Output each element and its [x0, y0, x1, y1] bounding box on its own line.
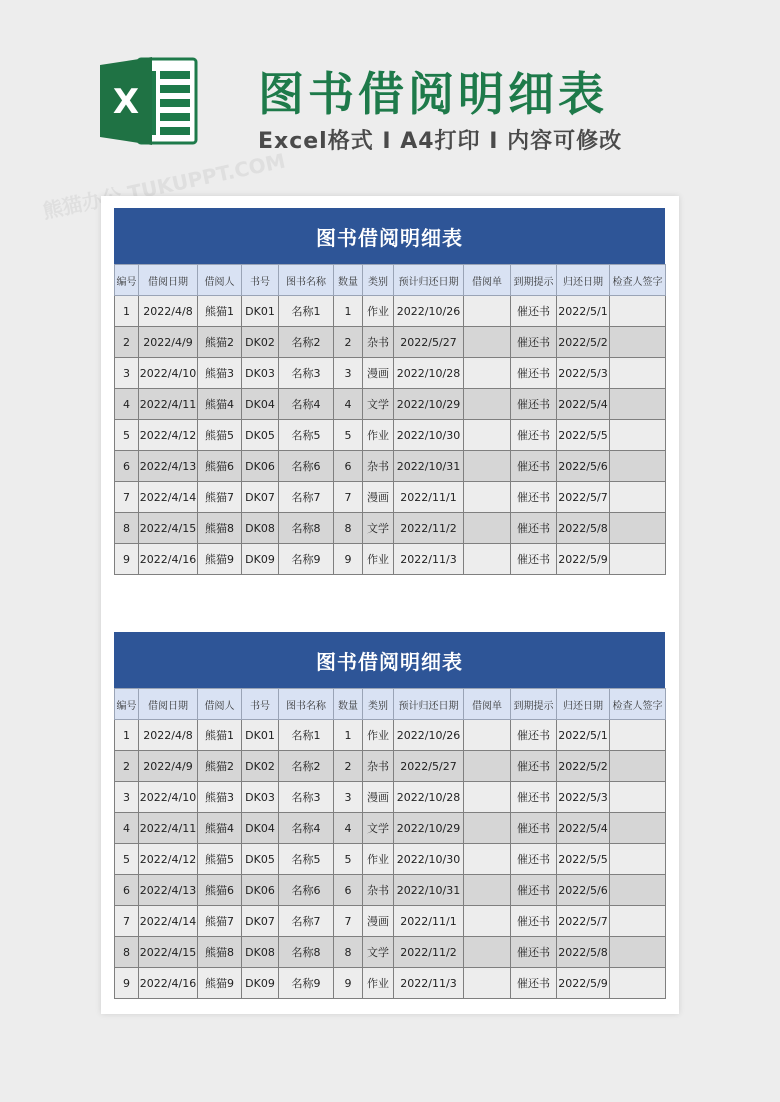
table-cell[interactable]: 2022/11/2 [394, 513, 464, 544]
table-cell[interactable] [610, 844, 666, 875]
table-cell[interactable] [464, 875, 511, 906]
table-cell[interactable]: 9 [115, 968, 139, 999]
table-cell[interactable]: 名称3 [279, 782, 334, 813]
borrow-detail-table [114, 688, 666, 999]
table-cell[interactable] [464, 782, 511, 813]
table-row [115, 844, 666, 875]
table-cell[interactable]: 催还书 [511, 968, 557, 999]
table-cell[interactable] [464, 451, 511, 482]
table-cell[interactable]: 漫画 [363, 782, 394, 813]
column-header: 数量 [334, 689, 363, 720]
column-header: 编号 [115, 689, 139, 720]
table-cell[interactable] [610, 327, 666, 358]
table-cell[interactable]: DK03 [242, 782, 279, 813]
table-cell[interactable]: 2022/5/3 [557, 782, 610, 813]
table-cell[interactable]: 催还书 [511, 544, 557, 575]
column-header: 到期提示 [511, 689, 557, 720]
table-cell[interactable] [610, 482, 666, 513]
table-cell[interactable]: 2022/10/29 [394, 813, 464, 844]
table-cell[interactable]: 2022/5/6 [557, 875, 610, 906]
table-cell[interactable] [464, 968, 511, 999]
table-cell[interactable] [464, 544, 511, 575]
table-cell[interactable]: 作业 [363, 720, 394, 751]
table-cell[interactable]: 文学 [363, 389, 394, 420]
table-cell[interactable]: 熊猫6 [198, 451, 242, 482]
table-cell[interactable] [610, 513, 666, 544]
table-cell[interactable] [464, 482, 511, 513]
table-row [115, 720, 666, 751]
table-cell[interactable] [610, 875, 666, 906]
table-cell[interactable]: 熊猫1 [198, 720, 242, 751]
table-cell[interactable]: DK08 [242, 513, 279, 544]
table-cell[interactable]: 1 [334, 720, 363, 751]
table-cell[interactable]: 1 [115, 720, 139, 751]
table-cell[interactable]: DK06 [242, 451, 279, 482]
table-cell[interactable]: 名称7 [279, 482, 334, 513]
table-cell[interactable]: 2022/5/27 [394, 751, 464, 782]
column-header: 归还日期 [557, 689, 610, 720]
table-cell[interactable]: 杂书 [363, 327, 394, 358]
svg-text:X: X [112, 82, 140, 122]
table-cell[interactable]: 2 [334, 751, 363, 782]
table-cell[interactable]: 3 [115, 782, 139, 813]
table-cell[interactable]: 2022/11/3 [394, 968, 464, 999]
table-cell[interactable]: DK08 [242, 937, 279, 968]
table-cell[interactable]: DK03 [242, 358, 279, 389]
table-cell[interactable]: 1 [334, 296, 363, 327]
table-row [115, 968, 666, 999]
table-cell[interactable]: 名称4 [279, 389, 334, 420]
table-cell[interactable]: 漫画 [363, 358, 394, 389]
table-cell[interactable]: 名称3 [279, 358, 334, 389]
table-cell[interactable]: 催还书 [511, 389, 557, 420]
table-cell[interactable] [610, 544, 666, 575]
table-cell[interactable] [610, 906, 666, 937]
table-cell[interactable]: 名称2 [279, 751, 334, 782]
table-cell[interactable]: 杂书 [363, 875, 394, 906]
table-row [115, 751, 666, 782]
table-cell[interactable]: 催还书 [511, 327, 557, 358]
table-cell[interactable]: 催还书 [511, 420, 557, 451]
table-cell[interactable] [610, 420, 666, 451]
table-cell[interactable]: 熊猫9 [198, 968, 242, 999]
table-cell[interactable]: 熊猫2 [198, 327, 242, 358]
table-cell[interactable]: 9 [115, 544, 139, 575]
table-cell[interactable]: 2022/4/11 [139, 389, 198, 420]
page-title: 图书借阅明细表 [258, 67, 608, 121]
table-cell[interactable]: 6 [115, 875, 139, 906]
table-cell[interactable]: 催还书 [511, 782, 557, 813]
table-cell[interactable]: 2022/4/10 [139, 358, 198, 389]
table-cell[interactable]: 催还书 [511, 296, 557, 327]
table-cell[interactable]: 2022/5/4 [557, 813, 610, 844]
column-header: 预计归还日期 [394, 689, 464, 720]
column-header: 类别 [363, 265, 394, 296]
table-cell[interactable]: 2022/11/1 [394, 906, 464, 937]
table-cell[interactable]: 2022/4/16 [139, 544, 198, 575]
column-header: 类别 [363, 689, 394, 720]
table-cell[interactable]: 催还书 [511, 937, 557, 968]
table-cell[interactable]: DK07 [242, 482, 279, 513]
table-cell[interactable] [610, 968, 666, 999]
table-cell[interactable]: 2022/5/8 [557, 513, 610, 544]
table-cell[interactable]: 3 [334, 358, 363, 389]
column-header: 图书名称 [279, 689, 334, 720]
table-cell[interactable]: 催还书 [511, 813, 557, 844]
table-cell[interactable]: DK09 [242, 968, 279, 999]
table-cell[interactable]: 2022/5/8 [557, 937, 610, 968]
table-cell[interactable]: 熊猫8 [198, 937, 242, 968]
column-header: 书号 [242, 265, 279, 296]
table-cell[interactable]: 3 [115, 358, 139, 389]
table-cell[interactable]: 催还书 [511, 875, 557, 906]
table-cell[interactable]: 名称1 [279, 296, 334, 327]
table-cell[interactable]: 熊猫8 [198, 513, 242, 544]
table-row [115, 296, 666, 327]
table-cell[interactable]: 催还书 [511, 906, 557, 937]
table-cell[interactable]: 杂书 [363, 451, 394, 482]
table-cell[interactable]: 6 [334, 875, 363, 906]
table-cell[interactable]: 2022/5/5 [557, 420, 610, 451]
table-cell[interactable]: 名称2 [279, 327, 334, 358]
table-cell[interactable]: 熊猫4 [198, 389, 242, 420]
table-cell[interactable]: 熊猫7 [198, 906, 242, 937]
table-cell[interactable]: 2022/10/26 [394, 720, 464, 751]
table-cell[interactable]: DK02 [242, 327, 279, 358]
table-cell[interactable]: 作业 [363, 844, 394, 875]
table-row [115, 513, 666, 544]
table-cell[interactable]: 催还书 [511, 358, 557, 389]
table-cell[interactable] [610, 782, 666, 813]
table-cell[interactable] [464, 844, 511, 875]
column-header: 归还日期 [557, 265, 610, 296]
table-row [115, 482, 666, 513]
table-cell[interactable]: 4 [115, 813, 139, 844]
table-cell[interactable]: 5 [334, 420, 363, 451]
table-cell[interactable]: 8 [334, 937, 363, 968]
table-cell[interactable] [610, 389, 666, 420]
table-cell[interactable]: 催还书 [511, 844, 557, 875]
table-row [115, 389, 666, 420]
table-cell[interactable] [464, 358, 511, 389]
table-cell[interactable]: 名称8 [279, 513, 334, 544]
table-cell[interactable]: 2022/10/28 [394, 782, 464, 813]
borrow-detail-table [114, 264, 666, 575]
table-cell[interactable]: 2022/4/9 [139, 327, 198, 358]
table-cell[interactable]: DK04 [242, 813, 279, 844]
table-cell[interactable] [610, 358, 666, 389]
table-row [115, 906, 666, 937]
table-row [115, 327, 666, 358]
table-cell[interactable]: 文学 [363, 813, 394, 844]
table-cell[interactable]: 名称9 [279, 968, 334, 999]
table-cell[interactable] [464, 513, 511, 544]
column-header: 编号 [115, 265, 139, 296]
table-cell[interactable]: 2022/4/8 [139, 296, 198, 327]
table-cell[interactable]: DK04 [242, 389, 279, 420]
table-cell[interactable]: DK07 [242, 906, 279, 937]
table-cell[interactable]: 5 [115, 420, 139, 451]
table-cell[interactable]: 催还书 [511, 482, 557, 513]
table-cell[interactable]: 催还书 [511, 751, 557, 782]
table-cell[interactable]: 催还书 [511, 513, 557, 544]
table-cell[interactable] [610, 813, 666, 844]
watermark: 熊猫办公 TUKUPPT.COM [40, 148, 288, 224]
table-cell[interactable]: 2022/10/30 [394, 420, 464, 451]
table-cell[interactable]: 2022/10/26 [394, 296, 464, 327]
table-cell[interactable]: 2022/5/2 [557, 751, 610, 782]
table-cell[interactable]: 2022/5/1 [557, 720, 610, 751]
table-cell[interactable]: 名称6 [279, 875, 334, 906]
table-row [115, 420, 666, 451]
table-cell[interactable]: 2022/4/15 [139, 513, 198, 544]
column-header: 检查人签字 [610, 265, 666, 296]
table-cell[interactable]: 2022/5/2 [557, 327, 610, 358]
table-cell[interactable]: 2022/4/14 [139, 482, 198, 513]
table-cell[interactable]: 熊猫1 [198, 296, 242, 327]
table-cell[interactable]: 作业 [363, 968, 394, 999]
table-cell[interactable]: 8 [115, 513, 139, 544]
table-cell[interactable] [464, 389, 511, 420]
table-cell[interactable]: 2022/5/6 [557, 451, 610, 482]
table-row [115, 875, 666, 906]
table-cell[interactable]: 7 [115, 906, 139, 937]
table-cell[interactable]: 文学 [363, 513, 394, 544]
table-cell[interactable]: 熊猫6 [198, 875, 242, 906]
table-cell[interactable]: 漫画 [363, 482, 394, 513]
table-cell[interactable]: 名称7 [279, 906, 334, 937]
page-subtitle: Excel格式 I A4打印 I 内容可修改 [258, 129, 623, 154]
table-cell[interactable]: 2022/5/3 [557, 358, 610, 389]
table-cell[interactable]: 2 [115, 751, 139, 782]
table-cell[interactable]: 6 [334, 451, 363, 482]
table-cell[interactable]: DK05 [242, 844, 279, 875]
table-cell[interactable]: 2022/5/5 [557, 844, 610, 875]
table-cell[interactable]: 熊猫3 [198, 358, 242, 389]
table-cell[interactable]: 熊猫5 [198, 420, 242, 451]
table-cell[interactable]: 3 [334, 782, 363, 813]
table-row [115, 544, 666, 575]
table-cell[interactable]: 熊猫7 [198, 482, 242, 513]
table-cell[interactable]: 2022/4/10 [139, 782, 198, 813]
table-cell[interactable]: 2022/4/16 [139, 968, 198, 999]
table-cell[interactable]: 2022/11/3 [394, 544, 464, 575]
table-row [115, 782, 666, 813]
table-cell[interactable]: 2022/4/12 [139, 420, 198, 451]
table-cell[interactable]: 9 [334, 544, 363, 575]
table-cell[interactable]: 7 [334, 482, 363, 513]
table-cell[interactable]: 名称6 [279, 451, 334, 482]
table-cell[interactable]: 2022/5/1 [557, 296, 610, 327]
table-row [115, 358, 666, 389]
table-cell[interactable]: DK01 [242, 720, 279, 751]
table-cell[interactable] [464, 813, 511, 844]
table-cell[interactable]: 2022/10/29 [394, 389, 464, 420]
table-cell[interactable]: 6 [115, 451, 139, 482]
table-cell[interactable]: 2022/4/14 [139, 906, 198, 937]
table-cell[interactable]: 2022/4/11 [139, 813, 198, 844]
table-cell[interactable]: 2022/10/30 [394, 844, 464, 875]
table-cell[interactable] [610, 751, 666, 782]
table-cell[interactable]: 作业 [363, 296, 394, 327]
table-cell[interactable]: 2022/5/9 [557, 544, 610, 575]
header-row [115, 265, 666, 296]
table-cell[interactable] [464, 751, 511, 782]
table-cell[interactable]: 文学 [363, 937, 394, 968]
table-cell[interactable]: 2022/11/2 [394, 937, 464, 968]
table-cell[interactable]: 熊猫9 [198, 544, 242, 575]
table-cell[interactable]: 2022/10/28 [394, 358, 464, 389]
table-cell[interactable]: 熊猫5 [198, 844, 242, 875]
table-cell[interactable]: 5 [334, 844, 363, 875]
table-cell[interactable]: 4 [115, 389, 139, 420]
table-cell[interactable]: 2022/10/31 [394, 875, 464, 906]
table-cell[interactable]: 2022/4/13 [139, 875, 198, 906]
table-cell[interactable]: 2022/5/7 [557, 482, 610, 513]
table-cell[interactable]: 名称8 [279, 937, 334, 968]
table-cell[interactable] [464, 296, 511, 327]
table-cell[interactable]: 作业 [363, 420, 394, 451]
column-header: 检查人签字 [610, 689, 666, 720]
borrow-table-2 [114, 632, 665, 999]
table-cell[interactable]: 2022/5/4 [557, 389, 610, 420]
table-cell[interactable]: 8 [115, 937, 139, 968]
header-row [115, 689, 666, 720]
table-cell[interactable] [464, 420, 511, 451]
table-cell[interactable]: 4 [334, 389, 363, 420]
table-cell[interactable]: DK05 [242, 420, 279, 451]
table-cell[interactable]: 2022/5/27 [394, 327, 464, 358]
column-header: 借阅日期 [139, 689, 198, 720]
column-header: 借阅人 [198, 689, 242, 720]
table-cell[interactable]: 2022/10/31 [394, 451, 464, 482]
table-title: 图书借阅明细表 [114, 208, 665, 264]
table-cell[interactable]: 2022/5/9 [557, 968, 610, 999]
column-header: 预计归还日期 [394, 265, 464, 296]
table-cell[interactable] [610, 451, 666, 482]
table-cell[interactable]: 2022/4/15 [139, 937, 198, 968]
table-cell[interactable]: 名称5 [279, 420, 334, 451]
table-cell[interactable]: 名称1 [279, 720, 334, 751]
table-cell[interactable]: 2 [115, 327, 139, 358]
column-header: 书号 [242, 689, 279, 720]
table-cell[interactable]: DK09 [242, 544, 279, 575]
page-header [0, 0, 780, 200]
table-cell[interactable]: 2022/4/8 [139, 720, 198, 751]
table-cell[interactable] [610, 937, 666, 968]
table-cell[interactable]: 2022/4/13 [139, 451, 198, 482]
table-cell[interactable]: 7 [334, 906, 363, 937]
table-row [115, 937, 666, 968]
column-header: 借阅单 [464, 265, 511, 296]
table-cell[interactable]: 催还书 [511, 451, 557, 482]
table-cell[interactable]: 熊猫2 [198, 751, 242, 782]
table-cell[interactable]: 2022/11/1 [394, 482, 464, 513]
excel-logo-icon [100, 55, 200, 147]
table-cell[interactable]: 杂书 [363, 751, 394, 782]
table-cell[interactable] [610, 720, 666, 751]
table-cell[interactable] [464, 937, 511, 968]
column-header: 借阅日期 [139, 265, 198, 296]
table-cell[interactable]: 7 [115, 482, 139, 513]
table-cell[interactable]: DK06 [242, 875, 279, 906]
table-cell[interactable]: 名称5 [279, 844, 334, 875]
column-header: 数量 [334, 265, 363, 296]
table-cell[interactable] [464, 720, 511, 751]
table-cell[interactable] [464, 906, 511, 937]
table-cell[interactable]: 5 [115, 844, 139, 875]
table-cell[interactable]: 熊猫4 [198, 813, 242, 844]
column-header: 借阅单 [464, 689, 511, 720]
table-cell[interactable]: 熊猫3 [198, 782, 242, 813]
table-cell[interactable] [464, 327, 511, 358]
table-cell[interactable]: 2 [334, 327, 363, 358]
table-cell[interactable]: 催还书 [511, 720, 557, 751]
table-cell[interactable]: 2022/4/12 [139, 844, 198, 875]
table-cell[interactable]: DK01 [242, 296, 279, 327]
column-header: 借阅人 [198, 265, 242, 296]
table-cell[interactable]: 4 [334, 813, 363, 844]
table-cell[interactable]: DK02 [242, 751, 279, 782]
table-cell[interactable]: 1 [115, 296, 139, 327]
table-cell[interactable] [610, 296, 666, 327]
column-header: 图书名称 [279, 265, 334, 296]
table-cell[interactable]: 名称9 [279, 544, 334, 575]
table-cell[interactable]: 9 [334, 968, 363, 999]
table-cell[interactable]: 作业 [363, 544, 394, 575]
column-header: 到期提示 [511, 265, 557, 296]
table-cell[interactable]: 2022/5/7 [557, 906, 610, 937]
table-cell[interactable]: 名称4 [279, 813, 334, 844]
table-cell[interactable]: 2022/4/9 [139, 751, 198, 782]
table-cell[interactable]: 漫画 [363, 906, 394, 937]
table-title: 图书借阅明细表 [114, 632, 665, 688]
table-row [115, 451, 666, 482]
table-cell[interactable]: 8 [334, 513, 363, 544]
table-row [115, 813, 666, 844]
borrow-table-1 [114, 208, 665, 575]
